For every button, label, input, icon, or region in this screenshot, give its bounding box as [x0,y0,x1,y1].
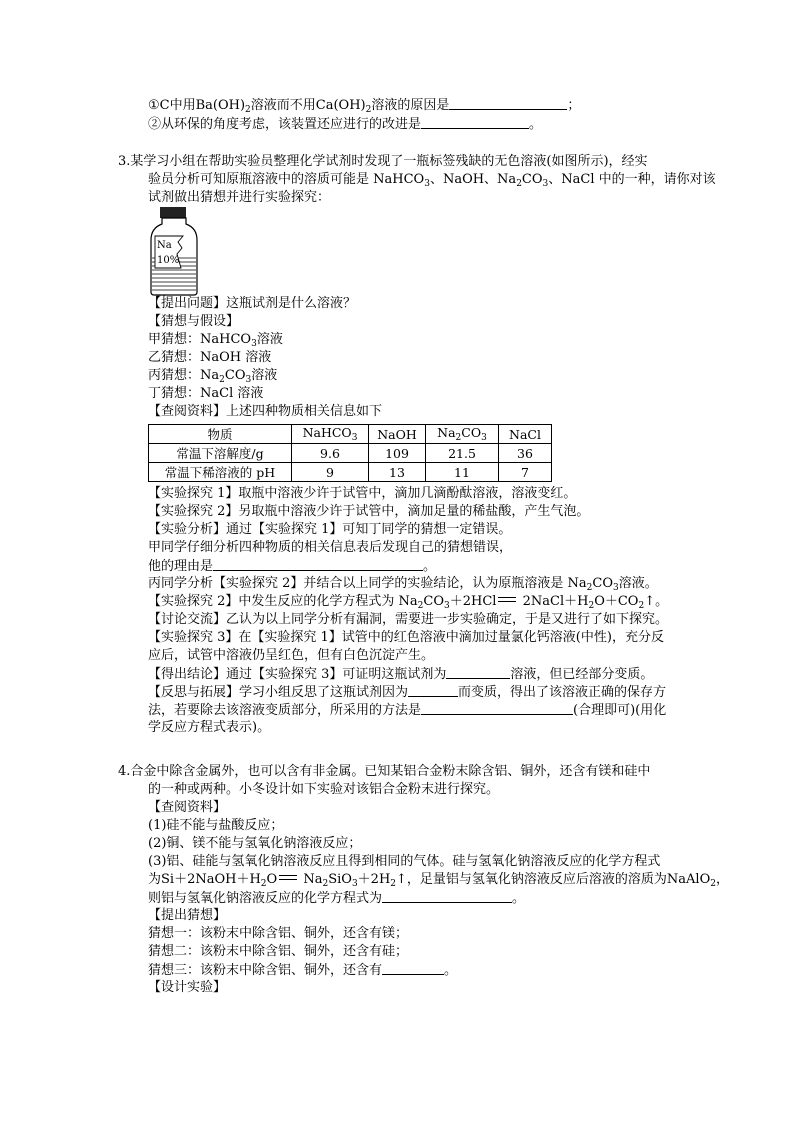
q3-analysis-2: 甲同学仔细分析四种物质的相关信息表后发现自己的猜想错误， [148,540,513,555]
answer-blank[interactable] [421,115,529,129]
q4-guess-3: 猜想三：该粉末中除含铝、铜外，还含有 。 [148,963,458,978]
answer-blank[interactable] [408,683,458,697]
q3-reflection-1: 【反思与拓展】学习小组反思了这瓶试剂因为 而变质，得出了该溶液正确的保存方 [148,685,667,700]
q3-discussion: 【讨论交流】乙认为以上同学分析有漏洞，需要进一步实验确定，于是又进行了如下探究。 [148,612,669,627]
table-cell: 9.6 [292,444,369,463]
answer-blank[interactable] [421,701,573,715]
substance-info-table [148,424,552,482]
table-cell: 13 [369,463,426,482]
q4-intro-line-2: 的一种或两种。小冬设计如下实验对该铝合金粉末进行探究。 [148,782,500,797]
q3-guess-3: 丙猜想：$Na_2CO_3$溶液 [148,368,278,385]
q4-ref-question: 则铝与氢氧化钠溶液反应的化学方程式为 。 [148,891,526,906]
table-cell: 21.5 [426,444,499,463]
table-cell: 109 [369,444,426,463]
q3-problem: 【提出问题】这瓶试剂是什么溶液？ [148,296,357,311]
q4-design-heading: 【设计实验】 [148,980,227,995]
table-cell: 常温下溶解度/g [149,444,292,463]
table-header-row [149,425,552,444]
q4-ref-3: (3)铝、硅能与氢氧化钠溶液反应且得到相同的气体。硅与氢氧化钠溶液反应的化学方程式 [148,854,661,869]
q4-ref-2: (2)铜、镁不能与氢氧化钠溶液反应； [148,836,362,851]
q3-experiment-3-line-2: 应后，试管中溶液仍呈红色，但有白色沉淀产生。 [148,648,435,663]
q3-analysis-4: 丙同学分析【实验探究 2】并结合以上同学的实验结论，认为原瓶溶液是 $Na_2CO_3$溶液。 [148,576,658,593]
q2-item-1: ①C中用$Ba(OH)_2$溶液而不用$Ca(OH)_2$溶液的原因是 ； [148,98,581,115]
bottle-stopper [160,207,186,218]
q3-experiment-1: 【实验探究 1】取瓶中溶液少许于试管中，滴加几滴酚酞溶液，溶液变红。 [148,486,577,501]
q4-guess-2: 猜想二：该粉末中除含铝、铜外，还含有硅； [148,944,409,959]
q4-ref-equation: 为$Si+2NaOH+H_2O$ $Na_2SiO_3+2H_2↑$，足量铝与氢氧化钠溶液反应后溶液的溶质为NaAlO$_2$， [148,872,729,889]
equals-sign [277,874,299,882]
table-cell: 常温下稀溶液的 pH [149,463,292,482]
q3-conclusion: 【得出结论】通过【实验探究 3】可证明这瓶试剂为 溶液，但已经部分变质。 [148,667,654,682]
reagent-bottle-figure [148,206,200,296]
table-cell: 7 [499,463,552,482]
table-header-cell: NaHCO$_3$ [292,425,369,444]
table-header-cell: NaOH [369,425,426,444]
table-row [149,463,552,482]
answer-blank[interactable] [382,961,444,975]
answer-blank[interactable] [382,889,512,903]
answer-blank[interactable] [213,557,423,571]
table-header-cell: $Na_2CO_3$ [426,425,499,444]
q3-analysis-1: 【实验分析】通过【实验探究 1】可知丁同学的猜想一定错误。 [148,522,512,537]
q4-guess-1: 猜想一：该粉末中除含铝、铜外，还含有镁； [148,926,409,941]
q3-intro-line-1: 3.某学习小组在帮助实验员整理化学试剂时发现了一瓶标签残缺的无色溶液(如图所示)，经实 [118,154,648,169]
answer-blank[interactable] [449,96,567,110]
q3-analysis-equation: 【实验探究 2】中发生反应的化学方程式为 $Na_2CO_3+2HCl$ $2NaCl+H_2O+CO_2↑$。 [148,594,669,611]
table-cell: 11 [426,463,499,482]
equals-sign [496,596,518,604]
q4-guess-heading: 【提出猜想】 [148,908,227,923]
q3-analysis-3: 他的理由是 。 [148,559,437,574]
q3-guess-2: 乙猜想：NaOH 溶液 [148,350,272,365]
q3-intro-line-2: 验员分析可知原瓶溶液中的溶质可能是 NaHCO$_3$、NaOH、$Na_2CO_3$、NaCl 中的一种，请你对该 [148,172,716,189]
q3-experiment-3-line-1: 【实验探究 3】在【实验探究 1】试管中的红色溶液中滴加过量氯化钙溶液(中性)，充分反 [148,630,664,645]
bottle-label-text-2: 10% [157,255,180,266]
table-row [149,444,552,463]
q4-ref-1: (1)硅不能与盐酸反应； [148,818,284,833]
q4-intro-line-1: 4.合金中除含金属外，也可以含有非金属。已知某铝合金粉末除含铝、铜外，还含有镁和硅中 [118,764,651,779]
q3-experiment-2: 【实验探究 2】另取瓶中溶液少许于试管中，滴加足量的稀盐酸，产生气泡。 [148,504,590,519]
table-header-cell: NaCl [499,425,552,444]
q3-guess-heading: 【猜想与假设】 [148,314,240,329]
table-header-cell: 物质 [149,425,292,444]
q3-guess-1: 甲猜想：NaHCO$_3$溶液 [148,332,283,349]
q3-reflection-3: 学反应方程式表示)。 [148,720,271,735]
table-cell: 9 [292,463,369,482]
q3-reflection-2: 法，若要除去该溶液变质部分，所采用的方法是 (合理即可)(用化 [148,703,667,718]
bottle-label-text-1: Na [157,240,172,251]
q2-item-2: ②从环保的角度考虑，该装置还应进行的改进是 。 [148,117,543,132]
q3-reference: 【查阅资料】上述四种物质相关信息如下 [148,404,383,419]
table-cell: 36 [499,444,552,463]
q3-guess-4: 丁猜想：NaCl 溶液 [148,386,264,401]
q4-reference-heading: 【查阅资料】 [148,800,227,815]
q3-intro-line-3: 试剂做出猜想并进行实验探究： [148,190,331,205]
answer-blank[interactable] [446,665,510,679]
